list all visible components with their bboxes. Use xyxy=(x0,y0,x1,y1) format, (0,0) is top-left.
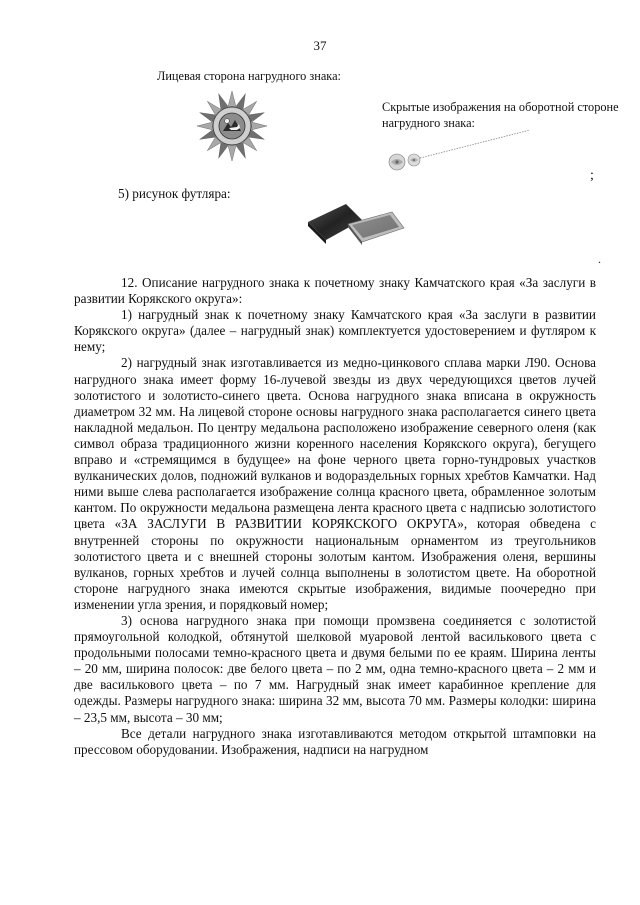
trailing-dot: . xyxy=(598,252,601,266)
badge-front-image xyxy=(193,90,271,162)
hidden-pattern-icon xyxy=(389,154,420,170)
paragraph-item-1: 1) нагрудный знак к почетному знаку Камчатского края «За заслуги в развитии Корякского округа» (далее – нагрудный знак) комплектуется удостоверением и футляром к нему; xyxy=(74,307,596,355)
star-ray xyxy=(200,113,216,123)
hidden-images-picture xyxy=(380,128,540,180)
star-ray xyxy=(249,113,265,123)
paragraph-item-2: 2) нагрудный знак изготавливается из медно-цинкового сплава марки Л90. Основа нагрудного знака имеет форму 16-лучевой звезды из двух чередующихся цветов лучей золотистого и золотисто-синего цвета. Основа нагрудного знака вписана в окружность диаметром 32 мм. На лицевой стороне основы нагрудного знака располагается синего цвета накладной медальон. По центру медальона расположено изображение северного оленя (как символ образа традиционного жизни коренного населения Корякского округа), бегущего вправо и «стремящимся в будущее» на фоне черного цвета горно-тундровых участков вулканических долов, подножий вулканов и водораздельных горных хребтов Камчатки. Над ними выше слева располагается изображение солнца красного цвета, обрамленное золотым кантом. По окружности медальона размещена лента красного цвета с надписью золотистого цвета «ЗА ЗАСЛУГИ В РАЗВИТИИ КОРЯКСКОГО ОКРУГА», которая обведена с внутренней стороны по окружности национальным орнаментом из треугольников золотистого цвета и с внешней стороны золотым кантом. Изображения оленя, вершины вулканов, горных хребтов и лучей солнца выполнены в золотистом цвете. На оборотной стороне нагрудного знака имеются скрытые изображения, видимые поочередно при изменении угла зрения, и порядковый номер; xyxy=(74,355,596,612)
case-image xyxy=(300,198,410,248)
star-ray xyxy=(249,130,265,140)
star-ray xyxy=(252,122,267,130)
case-lid xyxy=(308,204,362,240)
star-ray xyxy=(200,130,216,140)
case-label: 5) рисунок футляра: xyxy=(118,186,231,201)
page-number: 37 xyxy=(313,38,327,53)
star-ray xyxy=(228,91,236,106)
sun-icon xyxy=(225,119,230,124)
front-side-label: Лицевая сторона нагрудного знака: xyxy=(157,69,341,83)
star-ray xyxy=(219,94,229,110)
star-ray xyxy=(228,146,236,161)
paragraph-details: Все детали нагрудного знака изготавливаются методом открытой штамповки на прессовом оборудовании. Изображения, надписи на нагрудном xyxy=(74,725,596,757)
paragraph-heading: 12. Описание нагрудного знака к почетному знаку Камчатского края «За заслуги в развитии Корякского округа»: xyxy=(74,275,596,307)
star-ray xyxy=(236,94,246,110)
document-body xyxy=(74,275,596,758)
pointer-line xyxy=(420,130,530,158)
hidden-images-label: Скрытые изображения на оборотной стороне нагрудного знака: xyxy=(382,100,619,130)
semicolon-mark: ; xyxy=(590,168,594,183)
paragraph-item-3: 3) основа нагрудного знака при помощи промзвена соединяется с золотистой прямоугольной колодкой, обтянутой шелковой муаровой лентой василькового цвета с продольными полосами темно-красного цвета и двумя белыми по ее краям. Ширина ленты – 20 мм, ширина полосок: две белого цвета – по 2 мм, одна темно-красного цвета – 2 мм и две василькового цвета – по 7 мм. Нагрудный знак имеет карабинное крепление для одежды. Размеры нагрудного знака: ширина 32 мм, высота 70 мм. Размеры колодки: ширина – 23,5 мм, высота – 30 мм; xyxy=(74,612,596,725)
star-ray xyxy=(219,143,229,159)
star-ray xyxy=(197,122,212,130)
star-ray xyxy=(236,143,246,159)
